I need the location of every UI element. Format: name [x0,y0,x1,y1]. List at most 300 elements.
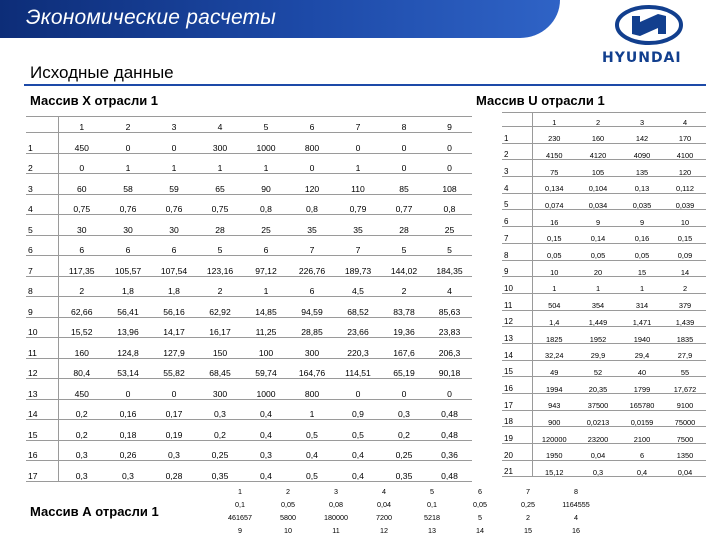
table-cell: 379 [664,293,706,310]
table-cell: 9 [620,210,664,227]
table-cell: 0,25 [521,499,535,508]
table-cell: 0 [335,379,381,400]
table-cell: 6 [243,235,289,256]
table-cell: 1835 [664,327,706,344]
table-cell: 0,3 [381,399,427,420]
table-cell: 0,16 [105,399,151,420]
table-cell: 5218 [424,512,440,521]
table-cell: 120 [289,174,335,195]
table-cell: 1825 [532,327,576,344]
table-cell: 10 [532,260,576,277]
table-cell: 7 [289,235,335,256]
table-row [26,194,472,215]
row-header: 13 [26,379,58,400]
table-cell: 56,16 [151,297,197,318]
table-cell: 124,8 [105,338,151,359]
table-cell: 20 [576,260,620,277]
column-header: 15 [524,525,532,534]
table-cell: 75000 [664,410,706,427]
table-row [502,293,706,310]
column-header: 3 [334,486,338,495]
table-row [502,327,706,344]
table-cell: 0,05 [620,243,664,260]
table-row [216,508,600,521]
table-row [26,358,472,379]
table-cell: 83,78 [381,297,427,318]
table-cell: 13,96 [105,317,151,338]
row-header: 15 [26,420,58,441]
table-cell: 62,92 [197,297,243,318]
table-row [26,276,472,297]
table-cell: 100 [243,338,289,359]
table-cell: 1 [105,153,151,174]
table-cell: 1950 [532,444,576,461]
table-cell: 0,48 [427,461,472,482]
table-cell: 20,35 [576,377,620,394]
table-cell: 0,25 [381,440,427,461]
table-cell: 68,52 [335,297,381,318]
corner-cell [26,117,58,133]
table-cell: 0,3 [58,440,105,461]
table-cell: 6 [58,235,105,256]
table-row [26,338,472,359]
massiv-x-label: Массив X отрасли 1 [30,93,159,108]
row-header: 3 [502,160,532,177]
table-cell: 0 [381,133,427,154]
column-header: 4 [664,113,706,127]
table-cell: 135 [620,160,664,177]
table-cell: 0,05 [532,243,576,260]
table-row [502,177,706,194]
table-cell: 0,4 [243,420,289,441]
table-cell: 28,85 [289,317,335,338]
table-cell: 0,15 [664,227,706,244]
row-header: 10 [26,317,58,338]
table-row [502,127,706,144]
column-header: 2 [576,113,620,127]
table-cell: 300 [197,133,243,154]
row-header: 17 [502,394,532,411]
table-cell: 40 [620,360,664,377]
table-row [26,133,472,154]
table-cell: 0,4 [620,460,664,477]
table-cell: 19,36 [381,317,427,338]
table-cell: 5800 [280,512,296,521]
table-cell: 80,4 [58,358,105,379]
table-cell: 5 [197,235,243,256]
table-cell: 0,3 [151,440,197,461]
table-cell: 6 [620,444,664,461]
table-cell: 4 [427,276,472,297]
table-cell: 0 [151,379,197,400]
table-row [502,427,706,444]
table-cell: 1940 [620,327,664,344]
table-cell: 30 [58,215,105,236]
table-row [216,521,600,534]
table-cell: 0,0213 [576,410,620,427]
table-cell: 0,134 [532,177,576,194]
table-row [26,399,472,420]
column-header: 4 [382,486,386,495]
table-cell: 0,2 [58,399,105,420]
table-cell: 1,439 [664,310,706,327]
table-cell: 1 [289,399,335,420]
section-title: Исходные данные [30,63,174,82]
table-cell: 0 [151,133,197,154]
row-header: 11 [26,338,58,359]
table-cell: 0,77 [381,194,427,215]
table-cell: 37500 [576,394,620,411]
table-cell: 23200 [576,427,620,444]
table-cell: 97,12 [243,256,289,277]
column-header: 1 [58,117,105,133]
table-row [502,160,706,177]
table-cell: 0,1 [427,499,437,508]
table-cell: 2 [381,276,427,297]
row-header: 16 [26,440,58,461]
table-cell: 0 [105,133,151,154]
header-banner [0,0,560,38]
table-cell: 0,19 [151,420,197,441]
table-cell: 11,25 [243,317,289,338]
table-cell: 142 [620,127,664,144]
table-cell: 0,76 [105,194,151,215]
table-cell: 0,15 [532,227,576,244]
table-cell: 110 [335,174,381,195]
table-cell: 0,4 [335,461,381,482]
table-cell: 28 [381,215,427,236]
row-header: 9 [502,260,532,277]
table-cell: 170 [664,127,706,144]
table-cell: 0,05 [281,499,295,508]
table-cell: 165780 [620,394,664,411]
table-cell: 4090 [620,143,664,160]
table-cell: 1,4 [532,310,576,327]
table-row [502,210,706,227]
table-row [26,297,472,318]
table-cell: 27,9 [664,343,706,360]
table-cell: 6 [289,276,335,297]
table-cell: 0,5 [289,420,335,441]
table-row [26,153,472,174]
table-cell: 55,82 [151,358,197,379]
table-cell: 4120 [576,143,620,160]
hyundai-emblem-icon [614,4,684,46]
page-title: Экономические расчеты [26,6,277,29]
table-cell: 1 [243,276,289,297]
table-row [502,227,706,244]
table-cell: 220,3 [335,338,381,359]
table-cell: 0,48 [427,399,472,420]
table-cell: 0,2 [58,420,105,441]
table-cell: 55 [664,360,706,377]
table-cell: 0,05 [473,499,487,508]
table-cell: 62,66 [58,297,105,318]
table-cell: 0,75 [197,194,243,215]
table-cell: 1994 [532,377,576,394]
column-header: 14 [476,525,484,534]
table-cell: 2 [197,276,243,297]
table-cell: 800 [289,379,335,400]
table-cell: 0,04 [664,460,706,477]
table-cell: 23,66 [335,317,381,338]
row-header: 14 [26,399,58,420]
column-header: 9 [427,117,472,133]
table-cell: 0,112 [664,177,706,194]
table-cell: 114,51 [335,358,381,379]
table-cell: 68,45 [197,358,243,379]
table-cell: 16,17 [197,317,243,338]
row-header: 13 [502,327,532,344]
table-cell: 1 [620,277,664,294]
table-cell: 0,3 [58,461,105,482]
table-cell: 0,35 [197,461,243,482]
table-row [502,343,706,360]
row-header: 3 [26,174,58,195]
row-header: 5 [502,193,532,210]
table-cell: 120000 [532,427,576,444]
table-cell: 5 [427,235,472,256]
row-header: 16 [502,377,532,394]
table-header-row [26,117,472,133]
table-cell: 160 [576,127,620,144]
table-cell: 0,5 [335,420,381,441]
column-header: 5 [243,117,289,133]
row-header: 9 [26,297,58,318]
table-cell: 107,54 [151,256,197,277]
table-cell: 0,3 [576,460,620,477]
table-row [502,444,706,461]
column-header: 1 [532,113,576,127]
table-cell: 0,074 [532,193,576,210]
table-cell: 0,8 [427,194,472,215]
table-row [502,360,706,377]
row-header: 10 [502,277,532,294]
table-cell: 450 [58,379,105,400]
table-cell: 14,85 [243,297,289,318]
row-header: 1 [502,127,532,144]
table-cell: 94,59 [289,297,335,318]
row-header: 11 [502,293,532,310]
table-cell: 5 [381,235,427,256]
column-header: 2 [286,486,290,495]
table-cell: 314 [620,293,664,310]
row-header: 7 [26,256,58,277]
table-cell: 105,57 [105,256,151,277]
table-cell: 49 [532,360,576,377]
massiv-a-label: Массив А отрасли 1 [30,504,159,519]
row-header: 19 [502,427,532,444]
table-cell: 4150 [532,143,576,160]
table-cell: 25 [243,215,289,236]
table-cell: 90 [243,174,289,195]
table-cell: 9100 [664,394,706,411]
table-row [502,310,706,327]
table-cell: 0,16 [620,227,664,244]
table-cell: 0,4 [243,461,289,482]
table-cell: 15,12 [532,460,576,477]
row-header: 7 [502,227,532,244]
column-header: 4 [197,117,243,133]
table-cell: 59 [151,174,197,195]
column-header: 8 [574,486,578,495]
row-header: 2 [26,153,58,174]
table-cell: 0,0159 [620,410,664,427]
table-cell: 0,28 [151,461,197,482]
table-row [26,235,472,256]
table-cell: 450 [58,133,105,154]
table-cell: 0,36 [427,440,472,461]
table-cell: 150 [197,338,243,359]
column-header: 3 [620,113,664,127]
table-cell: 2100 [620,427,664,444]
hyundai-logo [580,4,720,64]
table-cell: 0,18 [105,420,151,441]
table-cell: 23,83 [427,317,472,338]
table-cell: 0,3 [105,461,151,482]
table-row [26,440,472,461]
table-cell: 0,04 [377,499,391,508]
table-cell: 28 [197,215,243,236]
table-row [26,174,472,195]
row-header: 20 [502,444,532,461]
table-cell: 29,4 [620,343,664,360]
table-cell: 1350 [664,444,706,461]
table-cell: 123,16 [197,256,243,277]
massiv-x-table [26,116,472,482]
table-row [502,377,706,394]
table-cell: 0,79 [335,194,381,215]
massiv-u-table [502,112,706,477]
table-cell: 300 [197,379,243,400]
table-cell: 461657 [228,512,252,521]
table-cell: 10 [664,210,706,227]
table-cell: 0,104 [576,177,620,194]
table-row [502,243,706,260]
table-cell: 117,35 [58,256,105,277]
table-row [502,260,706,277]
table-cell: 1 [197,153,243,174]
table-cell: 1000 [243,379,289,400]
column-header: 6 [289,117,335,133]
table-cell: 6 [151,235,197,256]
table-cell: 0,8 [289,194,335,215]
table-cell: 0,4 [243,399,289,420]
table-cell: 0,09 [664,243,706,260]
table-cell: 0 [58,153,105,174]
table-cell: 1,8 [151,276,197,297]
column-header: 8 [381,117,427,133]
table-cell: 25 [427,215,472,236]
table-cell: 1,449 [576,310,620,327]
corner-cell [502,113,532,127]
table-cell: 53,14 [105,358,151,379]
table-cell: 14,17 [151,317,197,338]
table-row [502,193,706,210]
table-cell: 0,8 [243,194,289,215]
row-header: 6 [502,210,532,227]
table-cell: 0,1 [235,499,245,508]
table-cell: 164,76 [289,358,335,379]
table-cell: 90,18 [427,358,472,379]
table-cell: 0,13 [620,177,664,194]
table-cell: 60 [58,174,105,195]
table-header-row [502,113,706,127]
table-cell: 56,41 [105,297,151,318]
table-cell: 1 [243,153,289,174]
row-header: 5 [26,215,58,236]
table-cell: 5 [478,512,482,521]
header [0,0,720,66]
row-header: 4 [26,194,58,215]
table-cell: 85 [381,174,427,195]
table-cell: 0,04 [576,444,620,461]
table-cell: 0,4 [335,440,381,461]
table-row [26,379,472,400]
table-cell: 2 [526,512,530,521]
table-cell: 0,05 [576,243,620,260]
table-cell: 16 [532,210,576,227]
column-header: 10 [284,525,292,534]
table-cell: 0 [381,379,427,400]
table-cell: 4 [574,512,578,521]
table-cell: 1952 [576,327,620,344]
column-header: 2 [105,117,151,133]
table-cell: 800 [289,133,335,154]
table-cell: 32,24 [532,343,576,360]
table-cell: 0,35 [381,461,427,482]
table-cell: 0,26 [105,440,151,461]
column-header: 7 [526,486,530,495]
table-cell: 30 [105,215,151,236]
table-row [26,317,472,338]
table-cell: 9 [576,210,620,227]
table-cell: 160 [58,338,105,359]
table-cell: 0,4 [289,440,335,461]
table-cell: 144,02 [381,256,427,277]
table-cell: 127,9 [151,338,197,359]
column-header: 7 [335,117,381,133]
table-cell: 0,14 [576,227,620,244]
row-header: 1 [26,133,58,154]
table-cell: 0,035 [620,193,664,210]
table-cell: 0,2 [197,420,243,441]
row-header: 6 [26,235,58,256]
table-cell: 29,9 [576,343,620,360]
table-cell: 167,6 [381,338,427,359]
table-cell: 2 [664,277,706,294]
table-cell: 0,08 [329,499,343,508]
table-cell: 226,76 [289,256,335,277]
table-cell: 52 [576,360,620,377]
table-row [502,277,706,294]
table-cell: 85,63 [427,297,472,318]
table-cell: 300 [289,338,335,359]
row-header: 4 [502,177,532,194]
row-header: 12 [26,358,58,379]
brand-wordmark: HYUNDAI [602,50,682,66]
table-cell: 1,8 [105,276,151,297]
table-cell: 0,76 [151,194,197,215]
table-cell: 0,17 [151,399,197,420]
table-cell: 0 [427,153,472,174]
table-cell: 504 [532,293,576,310]
table-row [26,215,472,236]
table-cell: 4100 [664,143,706,160]
table-row [502,394,706,411]
table-row [502,410,706,427]
table-row [216,482,600,495]
